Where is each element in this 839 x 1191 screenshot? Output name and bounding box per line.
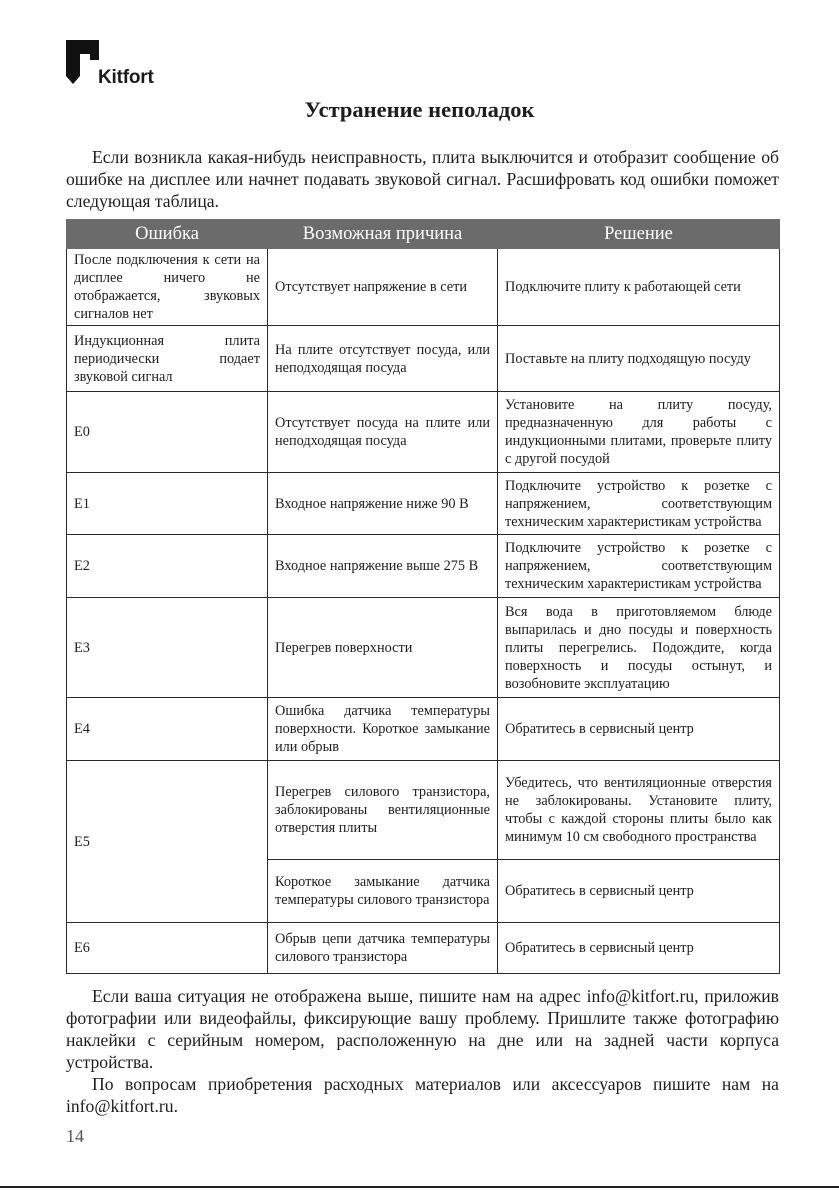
error-cell: Индукционная плита периодически подает звуковой сигнал [67,326,268,392]
solution-cell: Обратитесь в сервисный центр [498,698,780,761]
kitfort-logo-icon [66,40,100,84]
table-row [67,326,780,392]
column-header-error: Ошибка [67,220,268,249]
error-code-cell: E0 [67,392,268,473]
cause-cell: Входное напряжение ниже 90 В [268,473,498,535]
table-row [67,249,780,326]
table-row [67,761,780,860]
error-code-cell: E5 [67,761,268,923]
solution-cell: Обратитесь в сервисный центр [498,860,780,923]
cause-cell: Короткое замыкание датчика температуры силового транзистора [268,860,498,923]
cause-cell: Обрыв цепи датчика температуры силового транзистора [268,923,498,974]
table-header-row [67,220,780,249]
bottom-rule [0,1186,839,1188]
column-header-cause: Возможная причина [268,220,498,249]
page-title: Устранение неполадок [304,97,535,122]
contact-paragraph: Если ваша ситуация не отображена выше, пишите нам на адрес info@kitfort.ru, приложив фотографии или видеофайлы, фиксирующие вашу проблему. Пришлите также фотографию наклейки с серийным номером, расположенную на дне или на задней части корпуса устройства. [66,986,779,1072]
error-cell: После подключения к сети на дисплее ничего не отображается, звуковых сигналов нет [67,249,268,326]
cause-cell: Ошибка датчика температуры поверхности. Короткое замыкание или обрыв [268,698,498,761]
solution-cell: Установите на плиту посуду, предназначенную для работы с индукционными плитами, проверьте плиту с другой посудой [498,392,780,473]
solution-cell: Вся вода в приготовляемом блюде выпарилась и дно посуды и поверхность плиты перегрелись. Подождите, когда поверхность и посуды остынут, и возобновите эксплуатацию [498,598,780,698]
error-code-cell: E2 [67,535,268,598]
accessories-paragraph: По вопросам приобретения расходных материалов или аксессуаров пишите нам на info@kitfort.ru. [66,1074,779,1116]
cause-cell: Входное напряжение выше 275 В [268,535,498,598]
solution-cell: Убедитесь, что вентиляционные отверстия не заблокированы. Установите плиту, чтобы с каждой стороны плиты было как минимум 10 см свободного пространства [498,761,780,860]
table-row [67,392,780,473]
solution-cell: Подключите плиту к работающей сети [498,249,780,326]
cause-cell: Отсутствует посуда на плите или неподходящая посуда [268,392,498,473]
cause-cell: Перегрев поверхности [268,598,498,698]
solution-cell: Подключите устройство к розетке с напряжением, соответствующим техническим характеристикам устройства [498,473,780,535]
error-code-cell: E6 [67,923,268,974]
cause-cell: Перегрев силового транзистора, заблокированы вентиляционные отверстия плиты [268,761,498,860]
page-number: 14 [66,1126,84,1146]
table-row [67,923,780,974]
solution-cell: Обратитесь в сервисный центр [498,923,780,974]
troubleshooting-table [66,219,780,974]
table-row [67,698,780,761]
solution-cell: Поставьте на плиту подходящую посуду [498,326,780,392]
solution-cell: Подключите устройство к розетке с напряжением, соответствующим техническим характеристикам устройства [498,535,780,598]
error-code-cell: E1 [67,473,268,535]
table-row [67,473,780,535]
column-header-solution: Решение [498,220,780,249]
table-row [67,598,780,698]
cause-cell: На плите отсутствует посуда, или неподходящая посуда [268,326,498,392]
brand-name: Kitfort [98,67,154,88]
cause-cell: Отсутствует напряжение в сети [268,249,498,326]
error-code-cell: E3 [67,598,268,698]
table-row [67,535,780,598]
error-code-cell: E4 [67,698,268,761]
intro-paragraph: Если возникла какая-нибудь неисправность, плита выключится и отобразит сообщение об ошибке на дисплее или начнет подавать звуковой сигнал. Расшифровать код ошибки поможет следующая таблица. [66,147,779,211]
